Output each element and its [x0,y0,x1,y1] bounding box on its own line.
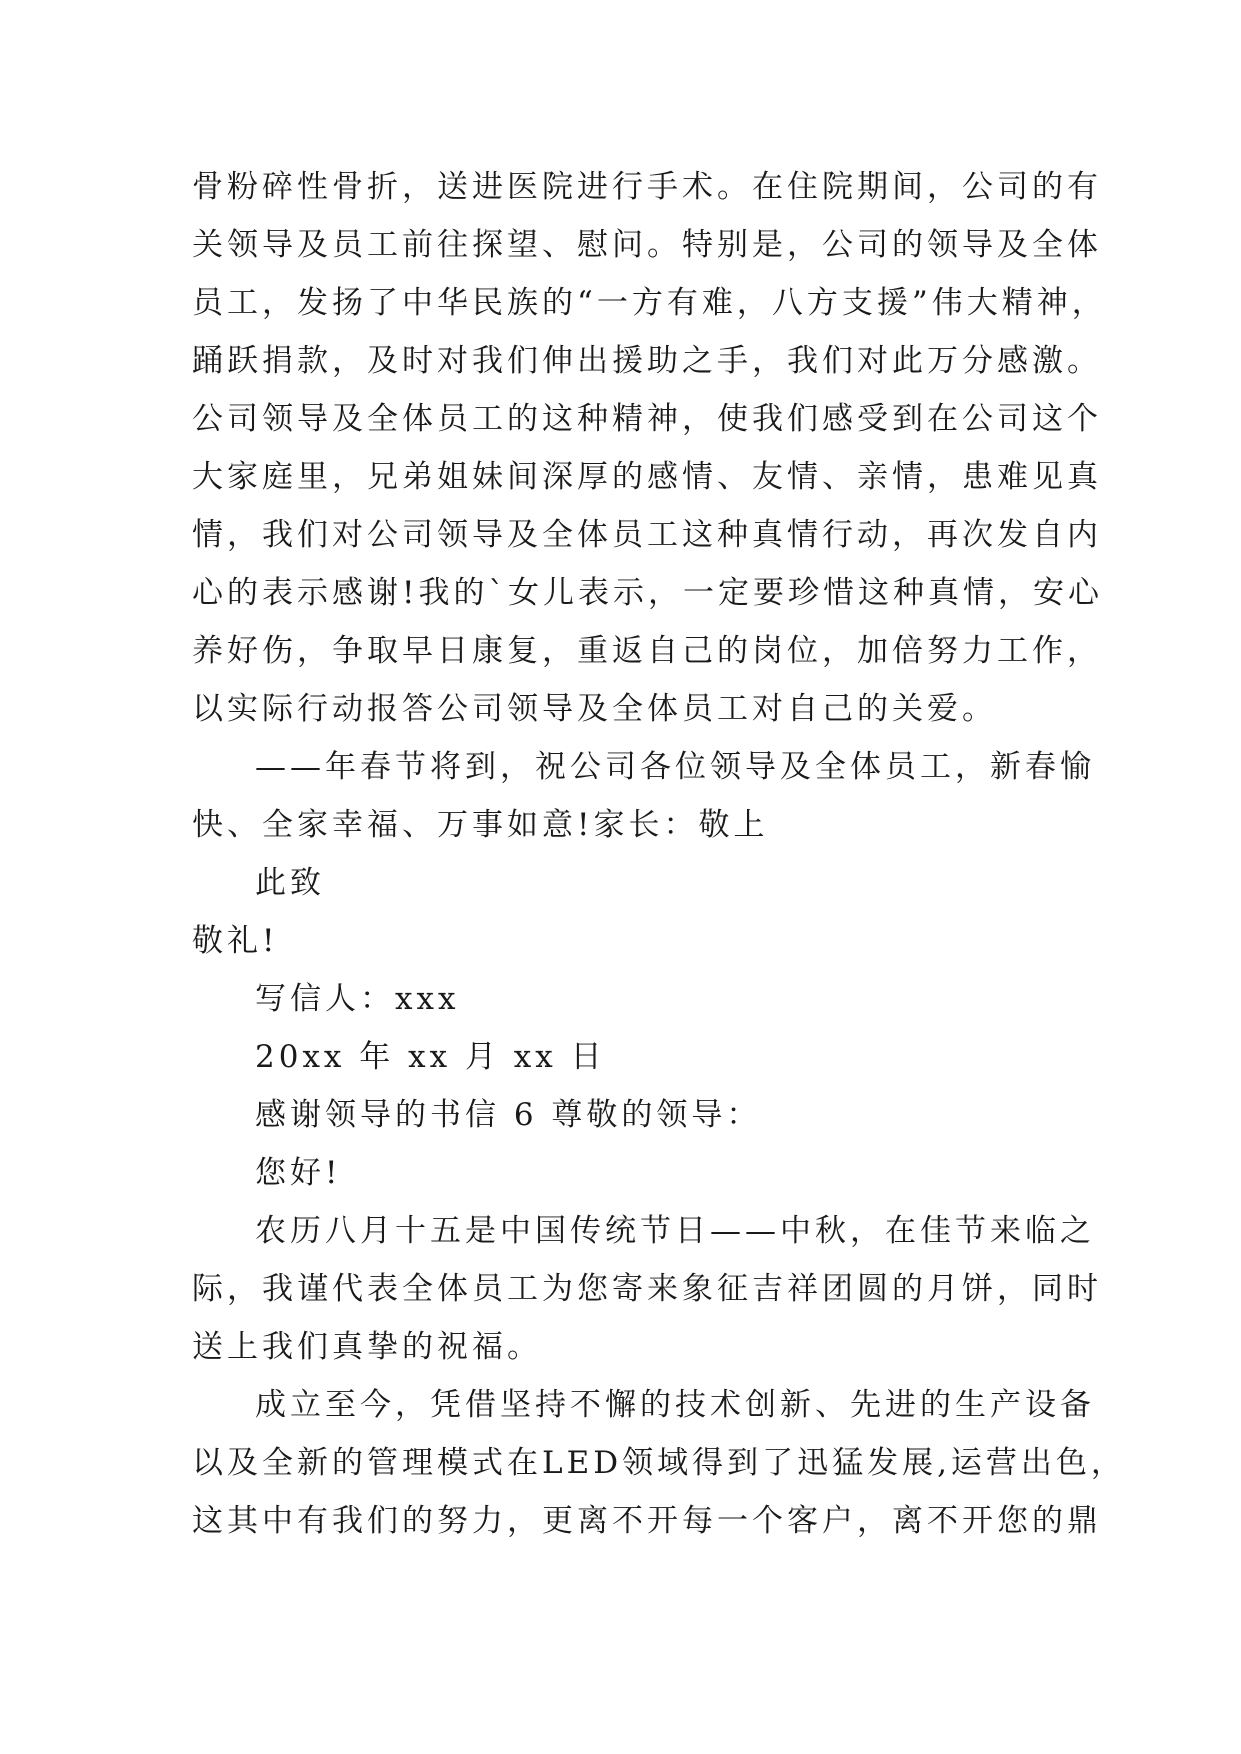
text-line: 送上我们真挚的祝福。 [192,1329,542,1365]
text-line: 际，我谨代表全体员工为您寄来象征吉祥团圆的月饼，同时 [192,1271,1102,1307]
date-line: 20xx 年 xx 月 xx 日 [255,1039,606,1075]
salutation-line: 敬礼! [192,923,279,959]
greeting-line: 您好! [255,1155,342,1191]
text-line: 大家庭里，兄弟姐妹间深厚的感情、友情、亲情，患难见真 [192,459,1102,495]
closing-line: 此致 [255,865,325,901]
text-line: 以实际行动报答公司领导及全体员工对自己的关爱。 [192,691,997,727]
text-line: 这其中有我们的努力，更离不开每一个客户，离不开您的鼎 [192,1503,1102,1539]
text-line: 养好伤，争取早日康复，重返自己的岗位，加倍努力工作， [192,633,1102,669]
section-heading-line: 感谢领导的书信 6 尊敬的领导： [255,1097,762,1133]
text-line: 骨粉碎性骨折，送进医院进行手术。在住院期间，公司的有 [192,169,1102,205]
text-line: 员工，发扬了中华民族的“一方有难，八方支援”伟大精神， [192,285,1107,321]
paragraph-start-line: 农历八月十五是中国传统节日——中秋，在佳节来临之 [255,1213,1095,1249]
text-line: 心的表示感谢!我的`女儿表示，一定要珍惜这种真情，安心 [192,575,1103,611]
letter-body [192,158,1126,1550]
paragraph-start-line: ——年春节将到，祝公司各位领导及全体员工，新春愉 [255,749,1095,785]
text-line: 踊跃捐款，及时对我们伸出援助之手，我们对此万分感激。 [192,343,1102,379]
text-line: 关领导及员工前往探望、慰问。特别是，公司的领导及全体 [192,227,1102,263]
signature-line: 写信人：xxx [255,981,460,1017]
text-line: 情，我们对公司领导及全体员工这种真情行动，再次发自内 [192,517,1102,553]
text-line: 公司领导及全体员工的这种精神，使我们感受到在公司这个 [192,401,1102,437]
paragraph-start-line: 成立至今，凭借坚持不懈的技术创新、先进的生产设备 [255,1387,1095,1423]
text-line: 以及全新的管理模式在LED领域得到了迅猛发展,运营出色， [192,1445,1126,1481]
text-line: 快、全家幸福、万事如意!家长：敬上 [192,807,769,843]
